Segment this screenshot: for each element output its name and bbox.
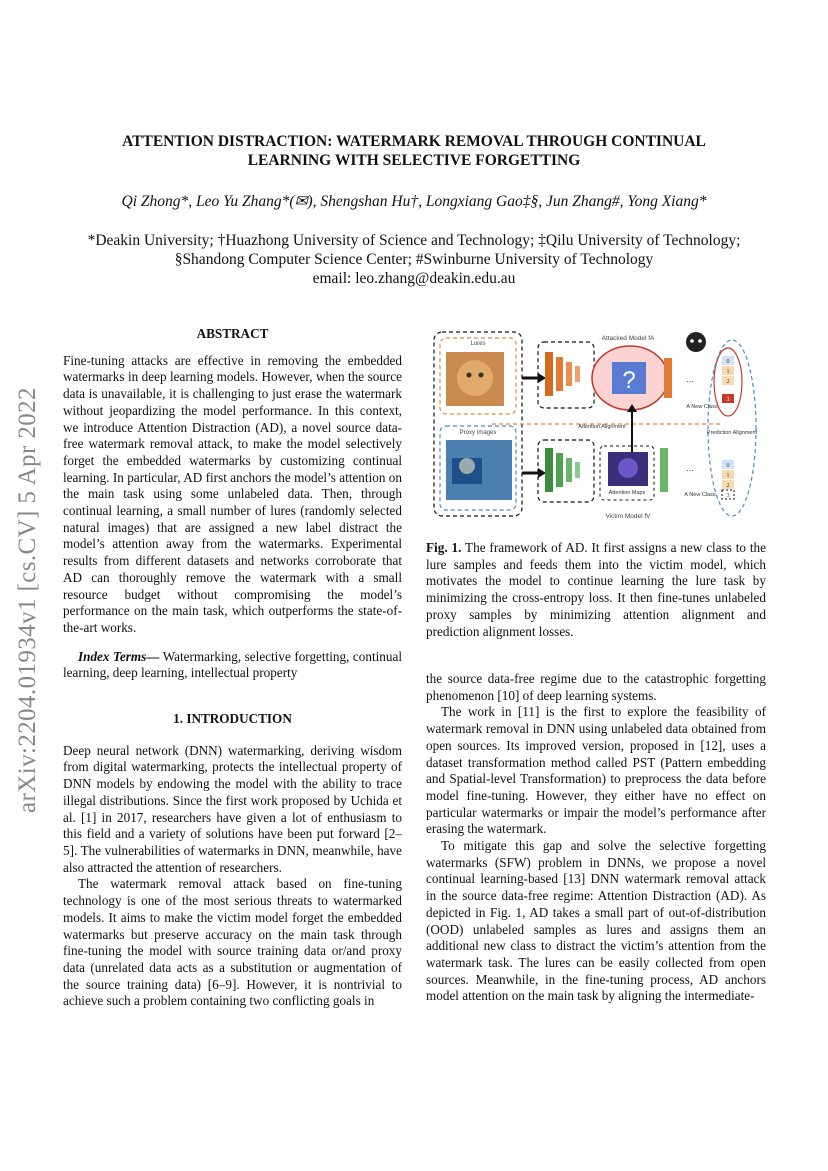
prediction-alignment-label: Prediction Alignment	[706, 430, 758, 436]
class-0-bottom: 0	[726, 463, 730, 469]
ellipsis-icon: …	[686, 464, 694, 473]
class-3-bottom: 3	[726, 493, 730, 499]
right-paragraph-2: The work in [11] is the first to explore the feasibility of watermark removal in DNN using unlabeled data obtained from open sources. Its improved version, proposed in [12], uses a dataset transformation method called PST (Pattern embedding and Spatial-level Transformation) to preprocess the data before model fine-tuning. However, they either have no effect on particular watermarks or impair the model’s performance after erasing the watermark.	[426, 704, 766, 837]
abstract-heading: ABSTRACT	[196, 326, 269, 341]
attacked-model-label: Attacked Model fA	[601, 335, 655, 342]
figure-caption-label: Fig. 1.	[426, 540, 462, 555]
devil-icon	[686, 332, 706, 352]
contact-email: email: leo.zhang@deakin.edu.au	[312, 270, 516, 287]
intro-heading: 1. INTRODUCTION	[173, 711, 292, 727]
arrow-head-icon	[538, 468, 546, 478]
intro-paragraph-1: Deep neural network (DNN) watermarking, deriving wisdom from digital watermarking, protects the intellectual property of DNN models by endowing the model with the ability to trace illegal distributions. Since the first work proposed by Uchida et al. [1] in 2017, researchers have given a lot of enthusiasm to this field and a variety of solutions have been put forward [2–5]. The vulnerabilities of watermarks in DNN, meanwhile, have also attracted the attention of researchers.	[63, 742, 402, 875]
proxy-label: Proxy Images	[459, 430, 497, 436]
train-face-icon	[459, 458, 475, 474]
victim-layer	[556, 453, 563, 487]
class-2: 2	[726, 379, 730, 385]
attention-alignment-label: Attention Alignment	[578, 424, 626, 430]
lures-label: Lures	[470, 341, 486, 347]
affiliation-line-1: *Deakin University; †Huazhong University of Science and Technology; ‡Qilu University of Technology;	[87, 232, 741, 249]
class-1: 1	[726, 369, 730, 375]
class-2-bottom: 2	[726, 483, 730, 489]
affiliations	[60, 231, 768, 288]
arxiv-identifier: arXiv:2204.01934v1 [cs.CV] 5 Apr 2022	[14, 387, 41, 813]
victim-layer	[575, 462, 580, 478]
ellipsis-icon: …	[686, 375, 694, 384]
cat-face-icon	[457, 360, 493, 396]
attacked-layer	[545, 352, 553, 396]
intro-paragraph-2: The watermark removal attack based on fine-tuning technology is one of the most serious threats to watermarked models. It aims to make the victim model forget the embedded watermarks but preserve accuracy on the main task through fine-tuning the model with source training data or/and proxy data (unrelated data acts as a substitution or augmentation of the source training data) [6–9]. However, it is nontrivial to achieve such a problem containing two conflicting goals in	[63, 876, 402, 1009]
right-paragraph-3: To mitigate this gap and solve the selective forgetting watermarks (SFW) problem in DNNs, we propose a novel continual learning-based [13] DNN watermark removal attack in the source data-free regime: Attention Distraction (AD). As depicted in Fig. 1, AD takes a small part of out-of-distribution (OOD) unlabeled samples as lures and assigns them an additional new class to distract the victim’s attention from the watermark task. The lures can be easily collected from open sources. Meanwhile, in the fine-tuning process, AD anchors model attention on the main task by aligning the intermediate-	[426, 838, 766, 1004]
cat-eye-icon	[467, 373, 472, 378]
index-terms-text: Watermarking, selective forgetting, continual learning, deep learning, intellectual property	[63, 648, 402, 681]
victim-model-label: Victim Model fV	[605, 513, 651, 520]
class-0: 0	[726, 359, 730, 365]
attention-maps-label: Attention Maps	[608, 490, 646, 496]
new-class-label-bottom: A New Class	[684, 492, 716, 498]
class-1-bottom: 1	[726, 473, 730, 479]
index-terms-label: Index Terms—	[78, 648, 160, 664]
attention-hotspot	[618, 458, 638, 478]
right-paragraph-1: the source data-free regime due to the catastrophic forgetting phenomenon [10] of deep learning systems.	[426, 671, 766, 703]
author-list: Qi Zhong*, Leo Yu Zhang*(✉), Shengshan Hu†, Longxiang Gao‡§, Jun Zhang#, Yong Xiang*	[121, 193, 707, 210]
attacked-layer	[575, 366, 580, 382]
affiliation-line-2: §Shandong Computer Science Center; #Swinburne University of Technology	[174, 251, 654, 268]
figure-caption-text: The framework of AD. It first assigns a new class to the lure samples and feeds them into the victim model, which motivates the model to continue learning the lure task by minimizing the cross-entropy loss. It then fine-tunes unlabeled proxy samples by minimizing attention alignment and prediction alignment losses.	[426, 540, 766, 639]
attacked-fc-layer	[664, 358, 672, 398]
victim-layer	[545, 448, 553, 492]
index-terms	[63, 649, 402, 682]
class-3: 3	[726, 397, 730, 403]
victim-fc-layer	[660, 448, 668, 492]
right-column	[426, 671, 766, 1005]
new-class-label-top: A New Class	[686, 404, 718, 410]
attacked-layer	[566, 362, 572, 386]
cat-eye-icon	[479, 373, 484, 378]
figure-1	[432, 328, 768, 524]
left-column	[63, 326, 402, 1010]
attacked-layer	[556, 357, 563, 391]
devil-eye-icon	[690, 339, 694, 343]
framework-diagram	[432, 328, 768, 524]
title-line-2: LEARNING WITH SELECTIVE FORGETTING	[247, 152, 581, 169]
title-line-1: ATTENTION DISTRACTION: WATERMARK REMOVAL THROUGH CONTINUAL	[122, 133, 706, 150]
victim-layer	[566, 458, 572, 482]
devil-eye-icon	[698, 339, 702, 343]
paper-title	[60, 132, 768, 170]
question-mark-icon: ?	[622, 367, 636, 394]
figure-caption	[426, 540, 766, 640]
abstract-text: Fine-tuning attacks are effective in removing the embedded watermarks in deep learning models. However, when the source data is unavailable, it is challenging to just erase the watermark without jeopardizing the model performance. In this context, we introduce Attention Distraction (AD), a novel source data-free watermark removal attack, to make the model selectively forget the embedded watermarks by customizing continual learning. In particular, AD first anchors the model’s attention on the main task using some unlabeled data. Then, through continual learning, a small number of lures (randomly selected natural images) that are assigned a new label distract the model’s attention away from the watermarks. Experimental results from different datasets and networks corroborate that AD can thoroughly remove the watermark with a small resource budget without compromising the model’s performance on the main task, which outperforms the state-of-the-art works.	[63, 352, 402, 635]
arrow-head-icon	[538, 373, 546, 383]
